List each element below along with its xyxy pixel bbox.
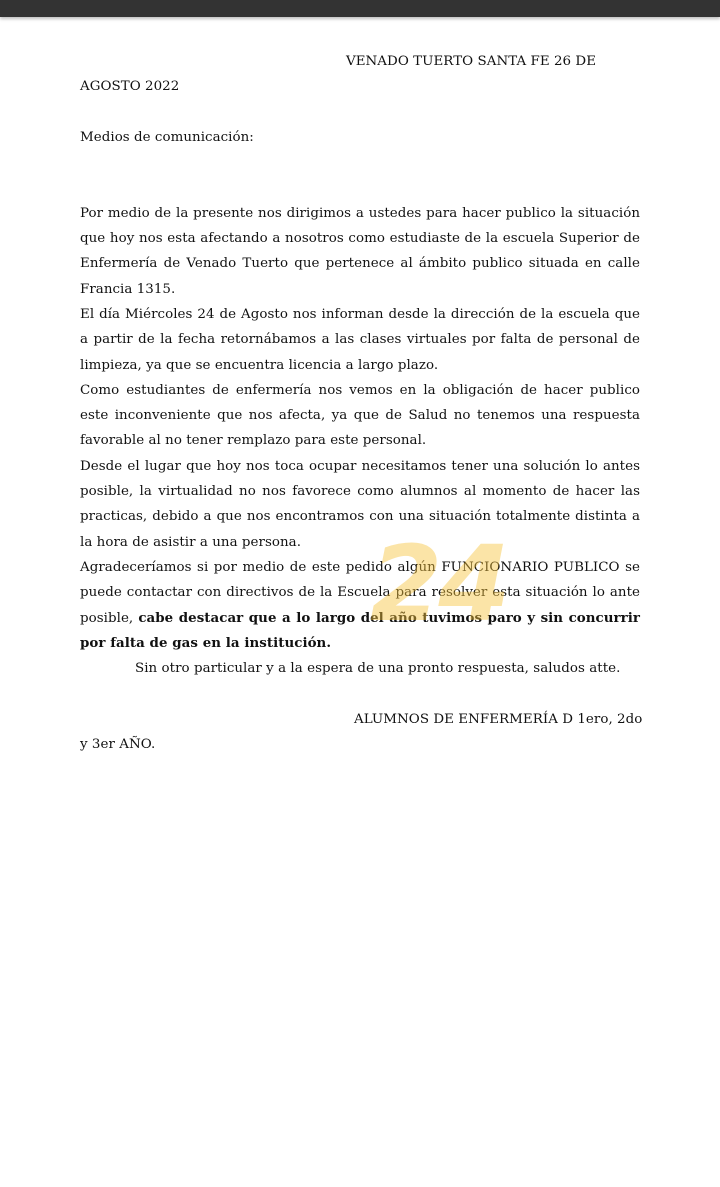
paragraph-5-bold-line: por falta de gas en la institución. [80,634,332,651]
paragraph-1-line: Enfermería de Venado Tuerto que pertenece al ámbito publico situada en calle [80,256,640,272]
letter-body [80,49,643,757]
letter-closing: Sin otro particular y a la espera de una pronto respuesta, saludos atte. [135,661,621,677]
letter-signature-line1: ALUMNOS DE ENFERMERÍA D 1ero, 2do [354,711,643,727]
paragraph-4-line: Desde el lugar que hoy nos toca ocupar necesitamos tener una solución lo antes [80,458,640,474]
paragraph-4-line: la hora de asistir a una persona. [80,534,302,550]
letter-date-line2: AGOSTO 2022 [80,79,180,95]
letter-signature-line2: y 3er AÑO. [80,737,156,753]
paragraph-5-line: Agradeceríamos si por medio de este pedido algún FUNCIONARIO PUBLICO se [80,559,640,575]
paragraph-1-line: que hoy nos esta afectando a nosotros como estudiaste de la escuela Superior de [80,231,640,247]
paragraph-4-line: practicas, debido a que nos encontramos con una situación totalmente distinta a [80,509,640,525]
paragraph-2-line: a partir de la fecha retornábamos a las clases virtuales por falta de personal de [80,332,640,348]
letter-date-line1: VENADO TUERTO SANTA FE 26 DE [346,54,597,69]
paragraph-4-line: posible, la virtualidad no nos favorece como alumnos al momento de hacer las [80,484,640,500]
paragraph-5-bold-text: cabe destacar que a lo largo del año tuvimos paro y sin concurrir [138,609,640,626]
paragraph-3-line: favorable al no tener remplazo para este personal. [80,433,427,449]
paragraph-5-line [80,606,640,631]
paragraph-2-line: El día Miércoles 24 de Agosto nos informan desde la dirección de la escuela que [80,306,640,322]
top-bar [0,0,720,17]
letter-salutation: Medios de comunicación: [80,129,254,145]
paragraph-1-line: Francia 1315. [80,281,176,297]
paragraph-1-line: Por medio de la presente nos dirigimos a ustedes para hacer publico la situación [80,205,640,221]
paragraph-5-normal-text: posible, [80,610,139,626]
paragraph-3-line: este inconveniente que nos afecta, ya que de Salud no tenemos una respuesta [80,408,640,424]
paragraph-5-line: puede contactar con directivos de la Escuela para resolver esta situación lo ante [80,585,640,601]
paragraph-3-line: Como estudiantes de enfermería nos vemos en la obligación de hacer publico [80,382,640,398]
paragraph-2-line: limpieza, ya que se encuentra licencia a largo plazo. [80,357,439,373]
watermark-logo: 24 [370,523,507,645]
